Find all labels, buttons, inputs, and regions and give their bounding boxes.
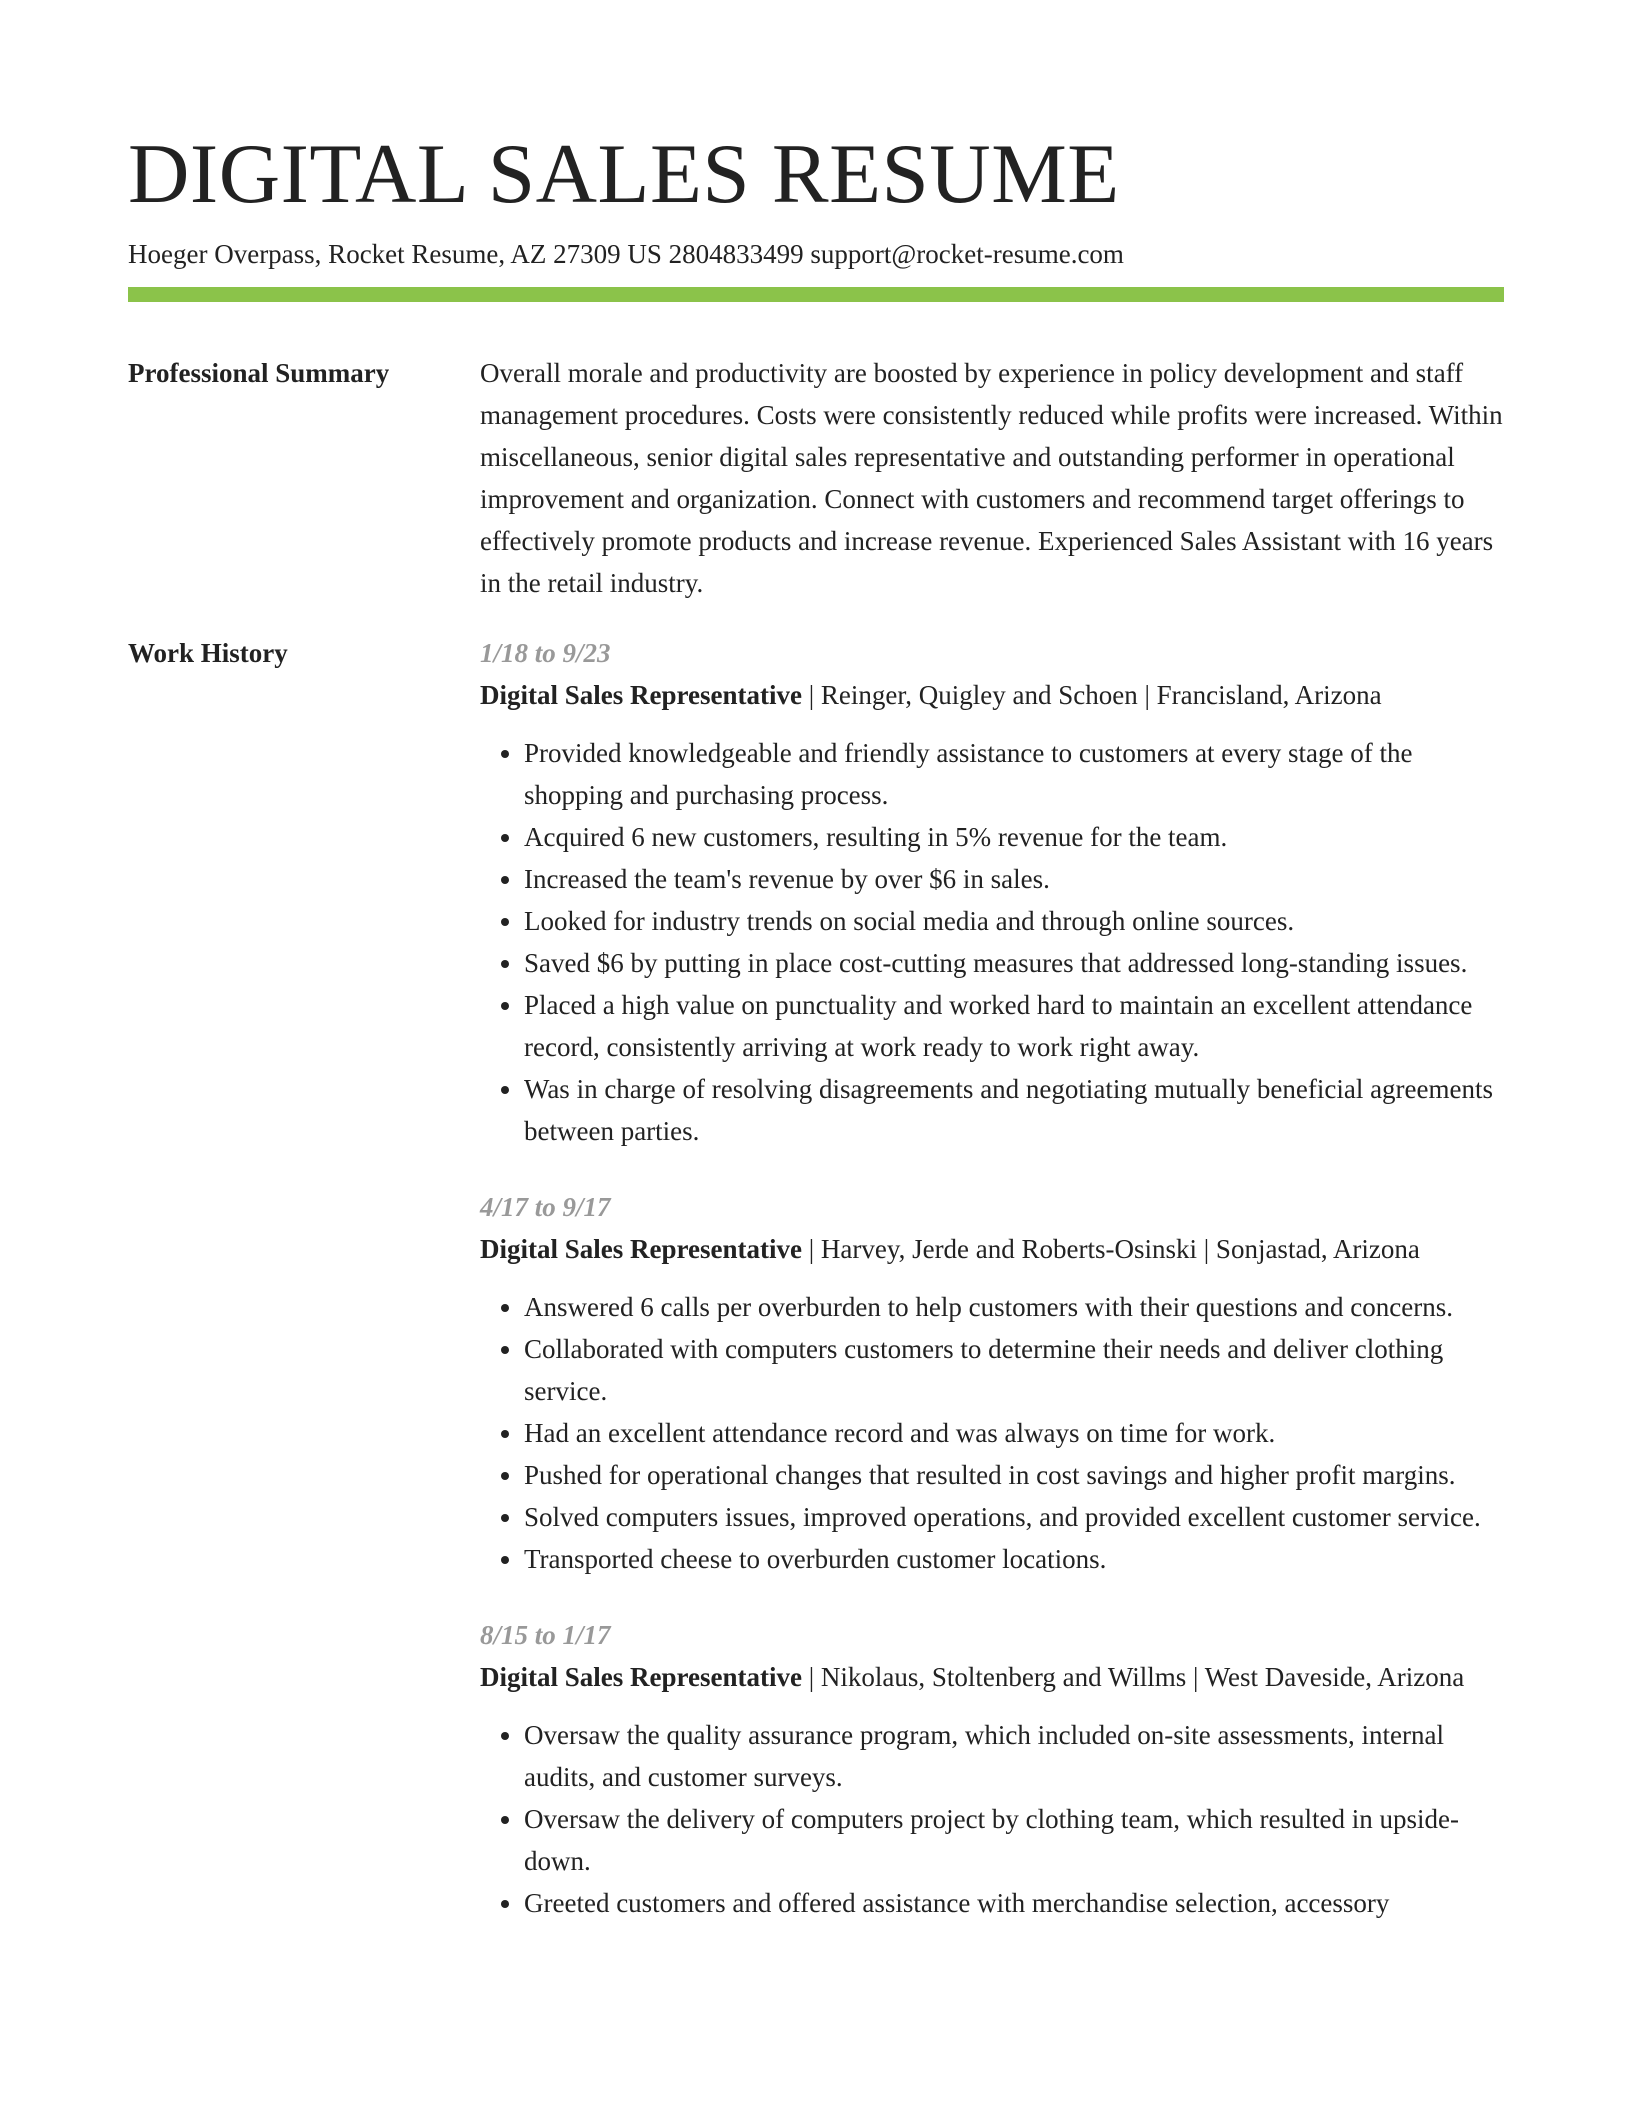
job-entry [480, 1186, 1504, 1580]
job-bullets [480, 732, 1504, 1152]
job-heading [480, 674, 1504, 716]
job-dates: 1/18 to 9/23 [480, 638, 611, 668]
job-bullet: • Increased the team's revenue by over $6 in sales. [524, 858, 1504, 900]
job-bullet: • Acquired 6 new customers, resulting in 5% revenue for the team. [524, 816, 1504, 858]
work-history-section [128, 632, 1504, 1958]
work-history-label: Work History [128, 638, 288, 668]
contact-line: Hoeger Overpass, Rocket Resume, AZ 27309 US 2804833499 support@rocket-resume.com [128, 239, 1124, 269]
job-details: | Harvey, Jerde and Roberts-Osinski | Sonjastad, Arizona [801, 1234, 1420, 1264]
job-entry [480, 632, 1504, 1152]
job-details: | Nikolaus, Stoltenberg and Willms | West Daveside, Arizona [801, 1662, 1465, 1692]
job-bullets [480, 1714, 1504, 1924]
job-bullet: • Oversaw the quality assurance program, which included on-site assessments, internal audits, and customer surveys. [524, 1714, 1504, 1798]
job-dates: 8/15 to 1/17 [480, 1620, 611, 1650]
job-bullet: • Placed a high value on punctuality and worked hard to maintain an excellent attendance record, consistently arriving at work ready to work right away. [524, 984, 1504, 1068]
job-bullet: • Answered 6 calls per overburden to help customers with their questions and concerns. [524, 1286, 1504, 1328]
job-heading [480, 1228, 1504, 1270]
work-history-body [480, 632, 1504, 1958]
job-bullet: • Greeted customers and offered assistance with merchandise selection, accessory [524, 1882, 1504, 1924]
job-bullet: • Provided knowledgeable and friendly assistance to customers at every stage of the shopping and purchasing process. [524, 732, 1504, 816]
summary-text: Overall morale and productivity are boosted by experience in policy development and staff management procedures. Costs were consistently reduced while profits were increased. Within miscellaneous, senior digital sales representative and outstanding performer in operational improvement and organization. Connect with customers and recommend target offerings to effectively promote products and increase revenue. Experienced Sales Assistant with 16 years in the retail industry. [480, 358, 1503, 598]
job-entry [480, 1614, 1504, 1924]
job-details: | Reinger, Quigley and Schoen | Francisland, Arizona [801, 680, 1382, 710]
job-bullet: • Collaborated with computers customers to determine their needs and deliver clothing service. [524, 1328, 1504, 1412]
job-bullet: • Saved $6 by putting in place cost-cutting measures that addressed long-standing issues. [524, 942, 1504, 984]
accent-divider [128, 287, 1504, 302]
job-title: Digital Sales Representative [480, 1662, 802, 1692]
job-bullet: • Transported cheese to overburden customer locations. [524, 1538, 1504, 1580]
job-title: Digital Sales Representative [480, 680, 802, 710]
summary-label: Professional Summary [128, 358, 390, 388]
job-bullet: • Had an excellent attendance record and was always on time for work. [524, 1412, 1504, 1454]
job-bullet: • Was in charge of resolving disagreements and negotiating mutually beneficial agreements between parties. [524, 1068, 1504, 1152]
job-bullets [480, 1286, 1504, 1580]
job-title: Digital Sales Representative [480, 1234, 802, 1264]
summary-section [128, 352, 1504, 604]
job-dates: 4/17 to 9/17 [480, 1192, 611, 1222]
job-bullet: • Solved computers issues, improved operations, and provided excellent customer service. [524, 1496, 1504, 1538]
job-heading [480, 1656, 1504, 1698]
resume-title: DIGITAL SALES RESUME [128, 127, 1120, 221]
job-bullet: • Looked for industry trends on social media and through online sources. [524, 900, 1504, 942]
job-bullet: • Pushed for operational changes that resulted in cost savings and higher profit margins. [524, 1454, 1504, 1496]
job-bullet: • Oversaw the delivery of computers project by clothing team, which resulted in upside-down. [524, 1798, 1504, 1882]
